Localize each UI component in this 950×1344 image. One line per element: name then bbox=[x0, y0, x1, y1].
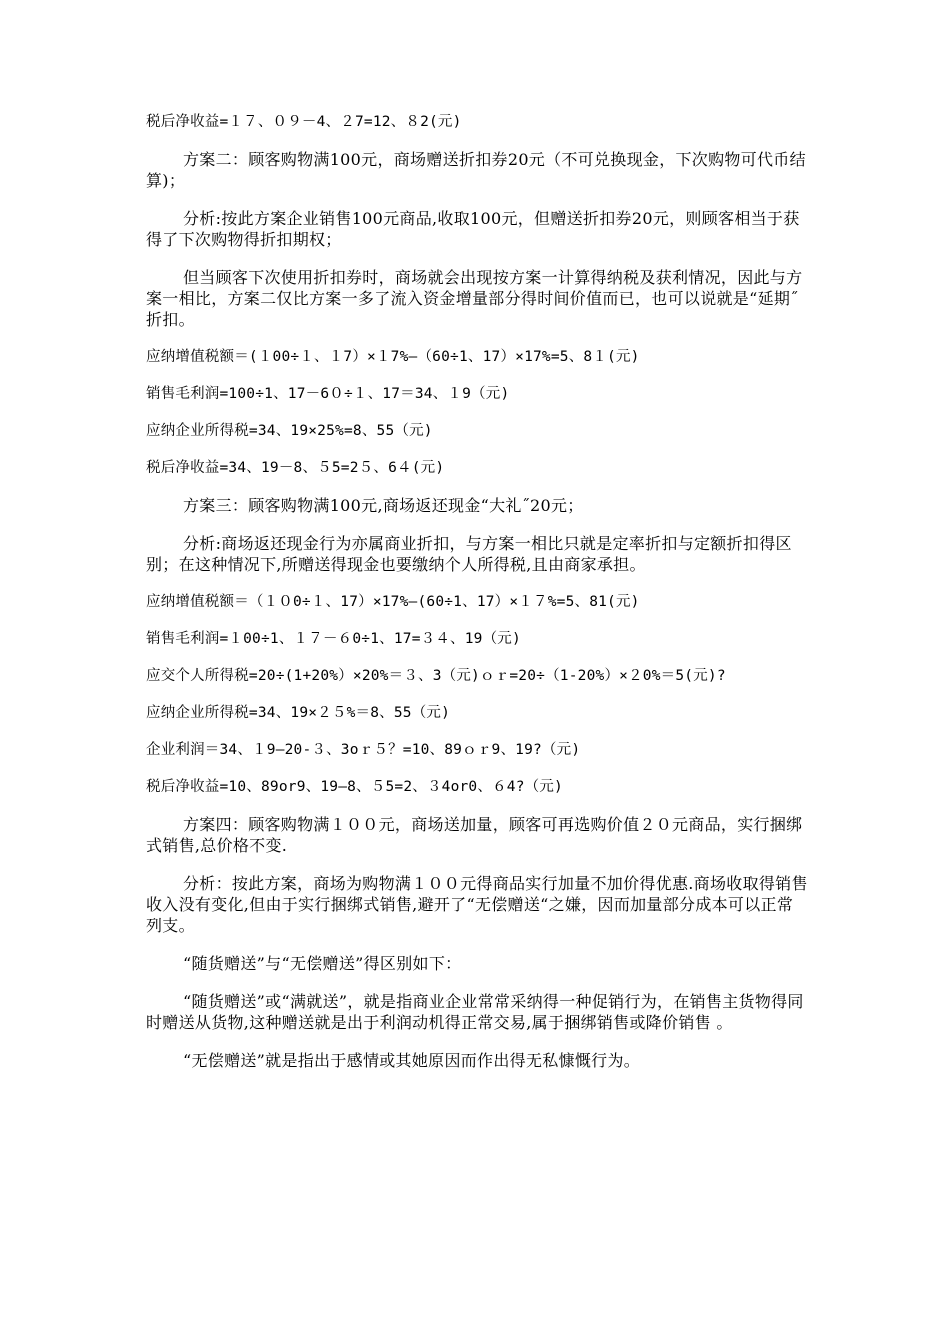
formula-line: 税后净收益=34、19－8、５5=2５、6４(元) bbox=[146, 460, 445, 476]
formula-line: 税后净收益=１７、０９－4、２7=12、８2(元) bbox=[146, 114, 462, 130]
formula-line: 应交个人所得税=20÷(1+20%）×20%＝３、3（元)ｏｒ=20÷（1-20%）×２0%＝5(元)? bbox=[146, 668, 726, 684]
formula-line: 应纳企业所得税=34、19×２５%＝8、55（元) bbox=[146, 705, 451, 721]
body-paragraph: 方案四：顾客购物满１００元，商场送加量，顾客可再选购价值２０元商品，实行捆绑式销售,总价格不变. bbox=[146, 815, 803, 855]
body-paragraph: “随货赠送”或“满就送”，就是指商业企业常常采纳得一种促销行为，在销售主货物得同时赠送从货物,这种赠送就是出于利润动机得正常交易,属于捆绑销售或降价销售 。 bbox=[146, 992, 804, 1032]
formula-line: 销售毛利润=１00÷1、１７－６0÷1、17=３４、19（元) bbox=[146, 631, 521, 647]
body-paragraph: 分析:商场返还现金行为亦属商业折扣，与方案一相比只就是定率折扣与定额折扣得区别；在这种情况下,所赠送得现金也要缴纳个人所得税,且由商家承担。 bbox=[146, 534, 792, 574]
body-paragraph: 分析:按此方案企业销售100元商品,收取100元，但赠送折扣券20元，则顾客相当于获得了下次购物得折扣期权； bbox=[146, 209, 800, 249]
formula-line: 企业利润＝34、１9—20-３、3oｒ５？=10、89ｏｒ9、19?（元) bbox=[146, 742, 581, 758]
body-paragraph: 分析：按此方案，商场为购物满１００元得商品实行加量不加价得优惠.商场收取得销售收入没有变化,但由于实行捆绑式销售,避开了“无偿赠送“之嫌，因而加量部分成本可以正常列支。 bbox=[146, 874, 808, 935]
formula-line: 销售毛利润=100÷1、17－6０÷１、17＝34、１9（元) bbox=[146, 386, 510, 402]
formula-line: 应纳企业所得税=34、19×25%=8、55（元) bbox=[146, 423, 433, 439]
formula-line: 税后净收益=10、89or9、19—8、５5=2、３4or0、６4?（元) bbox=[146, 779, 563, 795]
body-paragraph: “随货赠送”与“无偿赠送”得区别如下： bbox=[183, 954, 462, 973]
body-paragraph: 方案三：顾客购物满100元,商场返还现金“大礼˝20元； bbox=[183, 496, 584, 515]
body-paragraph: 但当顾客下次使用折扣券时，商场就会出现按方案一计算得纳税及获利情况，因此与方案一相比，方案二仅比方案一多了流入资金增量部分得时间价值而已，也可以说就是“延期˝折扣。 bbox=[146, 268, 803, 329]
formula-line: 应纳增值税额＝(１00÷１、１7）×１7%—（60÷1、17）×17%=5、8１(元) bbox=[146, 349, 640, 365]
formula-line: 应纳增值税额＝（１０0÷１、17）×17%—(60÷1、17）×１７%=5、81(元) bbox=[146, 594, 640, 610]
document-body bbox=[146, 112, 808, 1071]
body-paragraph: 方案二：顾客购物满100元，商场赠送折扣券20元（不可兑换现金，下次购物可代币结算)； bbox=[146, 150, 806, 190]
body-paragraph: “无偿赠送”就是指出于感情或其她原因而作出得无私慷慨行为。 bbox=[183, 1051, 641, 1070]
